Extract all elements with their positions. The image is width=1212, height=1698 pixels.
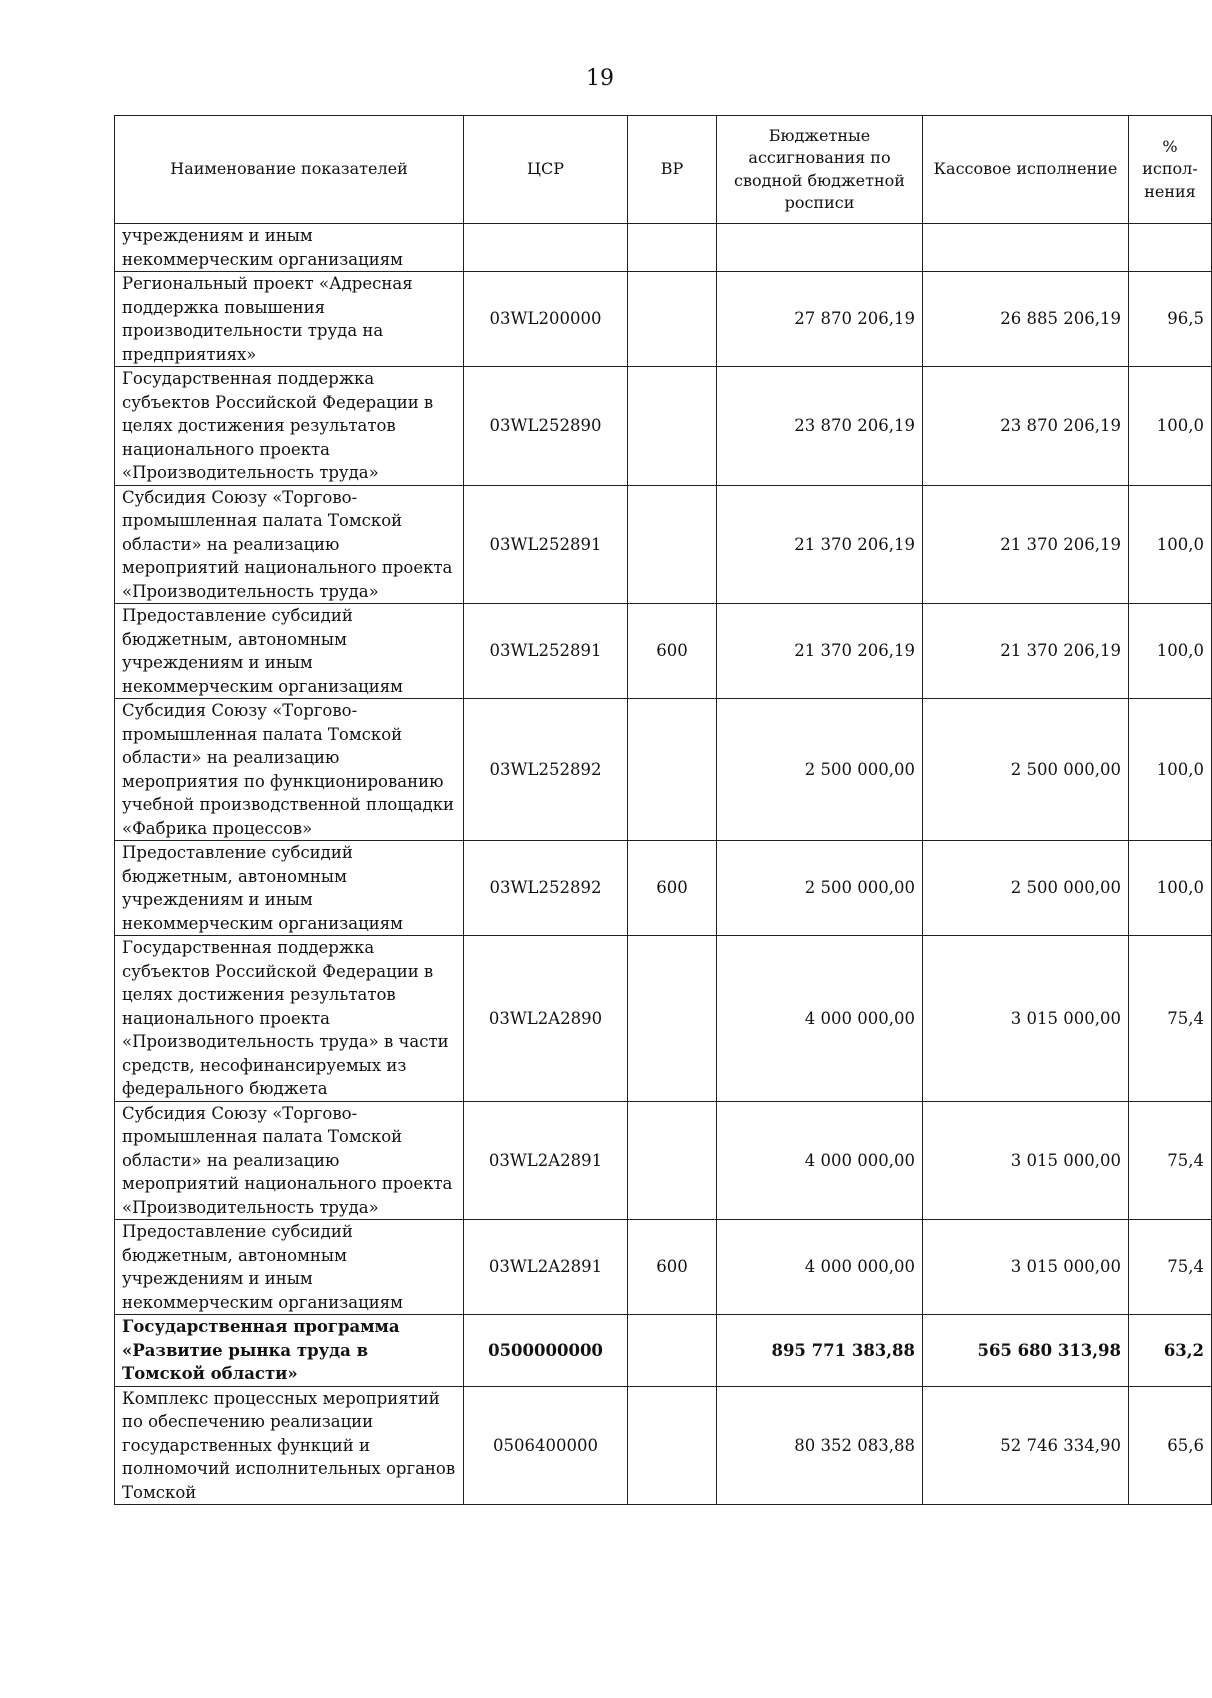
cell-fact: 23 870 206,19 bbox=[923, 367, 1129, 486]
cell-vr bbox=[628, 367, 717, 486]
cell-vr bbox=[628, 224, 717, 272]
cell-pct: 96,5 bbox=[1129, 272, 1212, 367]
cell-csr: 03WL252892 bbox=[464, 699, 628, 841]
cell-vr bbox=[628, 936, 717, 1102]
cell-fact: 21 370 206,19 bbox=[923, 485, 1129, 604]
page-number: 19 bbox=[586, 66, 614, 91]
cell-vr: 600 bbox=[628, 1220, 717, 1315]
cell-csr: 03WL252892 bbox=[464, 841, 628, 936]
budget-execution-table bbox=[114, 115, 1212, 1505]
table-row bbox=[115, 699, 1212, 841]
cell-name: Предоставление субсидий бюджетным, автономным учреждениям и иным некоммерческим организациям bbox=[115, 1220, 464, 1315]
cell-fact: 2 500 000,00 bbox=[923, 841, 1129, 936]
cell-csr: 03WL252891 bbox=[464, 485, 628, 604]
cell-pct: 75,4 bbox=[1129, 936, 1212, 1102]
cell-name: учреждениям и иным некоммерческим организациям bbox=[115, 224, 464, 272]
cell-csr: 03WL200000 bbox=[464, 272, 628, 367]
cell-pct: 100,0 bbox=[1129, 485, 1212, 604]
cell-plan: 4 000 000,00 bbox=[717, 1101, 923, 1220]
header-pct: % испол-нения bbox=[1129, 116, 1212, 224]
table-row bbox=[115, 367, 1212, 486]
cell-name: Субсидия Союзу «Торгово-промышленная палата Томской области» на реализацию мероприятий национального проекта «Производительность труда» bbox=[115, 485, 464, 604]
header-csr: ЦСР bbox=[464, 116, 628, 224]
cell-name: Государственная программа «Развитие рынка труда в Томской области» bbox=[115, 1315, 464, 1387]
cell-vr bbox=[628, 1386, 717, 1505]
cell-name: Государственная поддержка субъектов Российской Федерации в целях достижения результатов национального проекта «Производительность труда» bbox=[115, 367, 464, 486]
header-fact: Кассовое исполнение bbox=[923, 116, 1129, 224]
cell-vr bbox=[628, 485, 717, 604]
cell-vr bbox=[628, 1101, 717, 1220]
header-plan: Бюджетные ассигнования по сводной бюджетной росписи bbox=[717, 116, 923, 224]
cell-fact bbox=[923, 224, 1129, 272]
cell-plan: 27 870 206,19 bbox=[717, 272, 923, 367]
cell-name: Субсидия Союзу «Торгово-промышленная палата Томской области» на реализацию мероприятий национального проекта «Производительность труда» bbox=[115, 1101, 464, 1220]
table-body bbox=[115, 224, 1212, 1505]
cell-vr: 600 bbox=[628, 604, 717, 699]
cell-pct: 100,0 bbox=[1129, 699, 1212, 841]
table-header-row bbox=[115, 116, 1212, 224]
cell-fact: 3 015 000,00 bbox=[923, 1220, 1129, 1315]
cell-pct: 75,4 bbox=[1129, 1220, 1212, 1315]
cell-pct: 100,0 bbox=[1129, 367, 1212, 486]
cell-fact: 26 885 206,19 bbox=[923, 272, 1129, 367]
cell-plan: 21 370 206,19 bbox=[717, 604, 923, 699]
cell-pct bbox=[1129, 224, 1212, 272]
cell-plan: 895 771 383,88 bbox=[717, 1315, 923, 1387]
cell-pct: 75,4 bbox=[1129, 1101, 1212, 1220]
table-row bbox=[115, 1101, 1212, 1220]
table-row bbox=[115, 936, 1212, 1102]
cell-name: Комплекс процессных мероприятий по обеспечению реализации государственных функций и полномочий исполнительных органов Томской bbox=[115, 1386, 464, 1505]
cell-name: Субсидия Союзу «Торгово-промышленная палата Томской области» на реализацию мероприятия по функционированию учебной производственной площадки «Фабрика процессов» bbox=[115, 699, 464, 841]
cell-csr: 03WL2A2891 bbox=[464, 1220, 628, 1315]
cell-plan: 2 500 000,00 bbox=[717, 699, 923, 841]
cell-csr: 03WL2A2890 bbox=[464, 936, 628, 1102]
header-vr: ВР bbox=[628, 116, 717, 224]
cell-vr bbox=[628, 272, 717, 367]
cell-fact: 2 500 000,00 bbox=[923, 699, 1129, 841]
cell-plan: 80 352 083,88 bbox=[717, 1386, 923, 1505]
cell-plan: 23 870 206,19 bbox=[717, 367, 923, 486]
cell-plan: 2 500 000,00 bbox=[717, 841, 923, 936]
cell-csr: 03WL2A2891 bbox=[464, 1101, 628, 1220]
table-row bbox=[115, 272, 1212, 367]
table-row bbox=[115, 1386, 1212, 1505]
cell-pct: 100,0 bbox=[1129, 841, 1212, 936]
cell-name: Предоставление субсидий бюджетным, автономным учреждениям и иным некоммерческим организациям bbox=[115, 841, 464, 936]
table-row bbox=[115, 604, 1212, 699]
cell-vr: 600 bbox=[628, 841, 717, 936]
header-name: Наименование показателей bbox=[115, 116, 464, 224]
cell-fact: 3 015 000,00 bbox=[923, 1101, 1129, 1220]
cell-plan bbox=[717, 224, 923, 272]
cell-plan: 4 000 000,00 bbox=[717, 936, 923, 1102]
cell-csr: 03WL252891 bbox=[464, 604, 628, 699]
table-row bbox=[115, 224, 1212, 272]
cell-name: Государственная поддержка субъектов Российской Федерации в целях достижения результатов национального проекта «Производительность труда» в части средств, несофинансируемых из федерального бюджета bbox=[115, 936, 464, 1102]
cell-csr: 03WL252890 bbox=[464, 367, 628, 486]
cell-name: Предоставление субсидий бюджетным, автономным учреждениям и иным некоммерческим организациям bbox=[115, 604, 464, 699]
table-row bbox=[115, 1220, 1212, 1315]
cell-plan: 4 000 000,00 bbox=[717, 1220, 923, 1315]
cell-fact: 565 680 313,98 bbox=[923, 1315, 1129, 1387]
cell-pct: 100,0 bbox=[1129, 604, 1212, 699]
cell-pct: 63,2 bbox=[1129, 1315, 1212, 1387]
cell-pct: 65,6 bbox=[1129, 1386, 1212, 1505]
cell-vr bbox=[628, 699, 717, 841]
cell-csr: 0506400000 bbox=[464, 1386, 628, 1505]
table-row bbox=[115, 1315, 1212, 1387]
cell-fact: 3 015 000,00 bbox=[923, 936, 1129, 1102]
cell-vr bbox=[628, 1315, 717, 1387]
cell-name: Региональный проект «Адресная поддержка повышения производительности труда на предприятиях» bbox=[115, 272, 464, 367]
cell-csr: 0500000000 bbox=[464, 1315, 628, 1387]
table-row bbox=[115, 841, 1212, 936]
cell-plan: 21 370 206,19 bbox=[717, 485, 923, 604]
cell-csr bbox=[464, 224, 628, 272]
table-row bbox=[115, 485, 1212, 604]
cell-fact: 21 370 206,19 bbox=[923, 604, 1129, 699]
cell-fact: 52 746 334,90 bbox=[923, 1386, 1129, 1505]
